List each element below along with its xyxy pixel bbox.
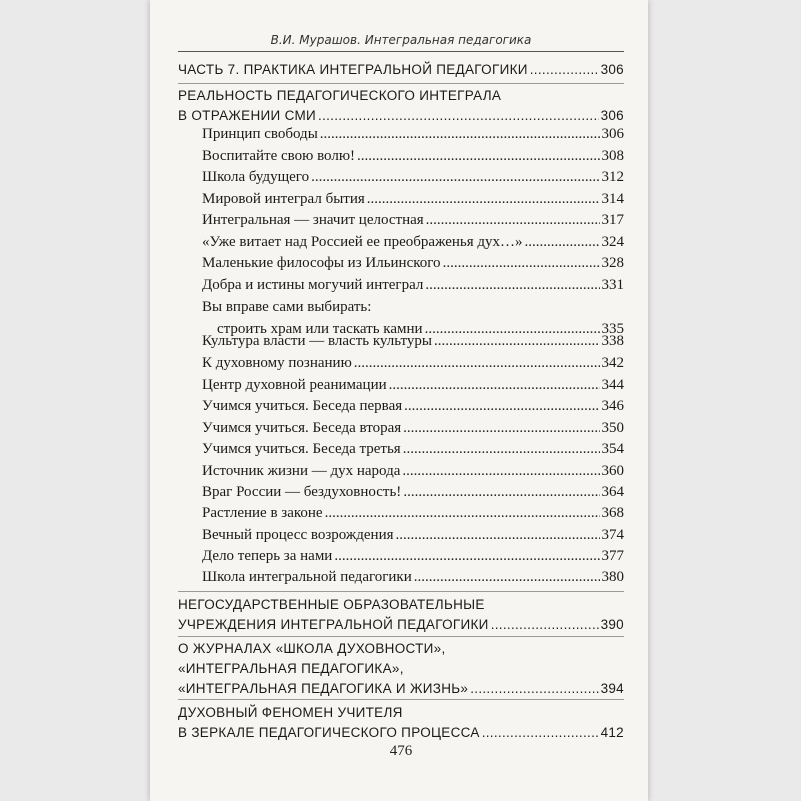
toc-entry bbox=[178, 482, 624, 502]
toc-entry-page: 306 bbox=[600, 108, 624, 123]
toc-entry bbox=[178, 503, 624, 523]
toc-entry-page: 338 bbox=[601, 333, 624, 349]
toc-entry-page: 314 bbox=[601, 191, 624, 207]
toc-entry bbox=[178, 703, 624, 743]
toc-entry-page: 317 bbox=[601, 212, 624, 228]
toc-entry-title: ДУХОВНЫЙ ФЕНОМЕН УЧИТЕЛЯ bbox=[178, 705, 403, 720]
toc-entry-title: Мировой интеграл бытия bbox=[202, 191, 365, 207]
toc-entry-title: ЧАСТЬ 7. ПРАКТИКА ИНТЕГРАЛЬНОЙ ПЕДАГОГИКИ bbox=[178, 62, 528, 77]
toc-entry bbox=[178, 275, 624, 295]
toc-entry bbox=[178, 253, 624, 273]
toc-entry-title: Принцип свободы bbox=[202, 126, 318, 142]
toc-separator bbox=[178, 83, 624, 84]
toc-entry-page: 377 bbox=[601, 548, 624, 564]
toc-entry bbox=[178, 60, 624, 80]
toc-entry-title: строить храм или таскать камни bbox=[217, 321, 423, 337]
toc-separator bbox=[178, 591, 624, 592]
toc-entry bbox=[178, 210, 624, 230]
toc-entry-title: В ЗЕРКАЛЕ ПЕДАГОГИЧЕСКОГО ПРОЦЕССА bbox=[178, 725, 480, 740]
toc-entry-page: 360 bbox=[601, 463, 624, 479]
toc-entry-title: К духовному познанию bbox=[202, 355, 352, 371]
toc-entry bbox=[178, 167, 624, 187]
toc-entry bbox=[178, 375, 624, 395]
toc-entry bbox=[178, 396, 624, 416]
toc-entry-page: 354 bbox=[601, 441, 624, 457]
toc-entry-title: Дело теперь за нами bbox=[202, 548, 333, 564]
toc-entry-page: 324 bbox=[601, 234, 624, 250]
toc-entry-title: РЕАЛЬНОСТЬ ПЕДАГОГИЧЕСКОГО ИНТЕГРАЛА bbox=[178, 88, 502, 103]
toc-entry-title: «Уже витает над Россией ее преображенья дух…» bbox=[202, 234, 523, 250]
toc-entry bbox=[178, 146, 624, 166]
toc-entry-page: 344 bbox=[601, 377, 624, 393]
toc-entry bbox=[178, 189, 624, 209]
toc-entry-page: 390 bbox=[600, 617, 624, 632]
toc-entry-page: 350 bbox=[601, 420, 624, 436]
toc-entry-title: Растление в законе bbox=[202, 505, 323, 521]
toc-entry-page: 328 bbox=[601, 255, 624, 271]
toc-entry-page: 306 bbox=[601, 126, 624, 142]
toc-separator bbox=[178, 699, 624, 700]
toc-entry-page: 364 bbox=[601, 484, 624, 500]
toc-entry-title: Вы вправе сами выбирать: bbox=[202, 299, 372, 315]
toc-entry-title: Центр духовной реанимации bbox=[202, 377, 387, 393]
toc-entry-title: Добра и истины могучий интеграл bbox=[202, 277, 424, 293]
toc-entry bbox=[178, 418, 624, 438]
toc-entry-page: 394 bbox=[600, 681, 624, 696]
toc-entry bbox=[178, 86, 624, 126]
toc-entry bbox=[178, 353, 624, 373]
toc-entry-title: «ИНТЕГРАЛЬНАЯ ПЕДАГОГИКА», bbox=[178, 661, 404, 676]
running-header: В.И. Мурашов. Интегральная педагогика bbox=[270, 33, 532, 47]
toc-entry-title: Интегральная — значит целостная bbox=[202, 212, 424, 228]
toc-entry-title: Маленькие философы из Ильинского bbox=[202, 255, 441, 271]
toc-entry-page: 380 bbox=[601, 569, 624, 585]
toc-entry-page: 312 bbox=[601, 169, 624, 185]
toc-entry-title: Учимся учиться. Беседа третья bbox=[202, 441, 401, 457]
toc-entry-page: 346 bbox=[601, 398, 624, 414]
toc-entry-title: Школа будущего bbox=[202, 169, 310, 185]
toc-entry-title: Учимся учиться. Беседа вторая bbox=[202, 420, 402, 436]
toc-entry-title: Вечный процесс возрождения bbox=[202, 527, 394, 543]
toc-entry bbox=[178, 232, 624, 252]
toc-entry bbox=[178, 439, 624, 459]
header-rule bbox=[178, 51, 624, 52]
toc-entry bbox=[178, 331, 624, 351]
toc-entry-title: О ЖУРНАЛАХ «ШКОЛА ДУХОВНОСТИ», bbox=[178, 641, 446, 656]
toc-entry-title: Воспитайте свою волю! bbox=[202, 148, 356, 164]
page-number: 476 bbox=[389, 743, 413, 759]
toc-entry bbox=[178, 595, 624, 635]
toc-entry-title: «ИНТЕГРАЛЬНАЯ ПЕДАГОГИКА И ЖИЗНЬ» bbox=[178, 681, 469, 696]
toc-entry-page: 342 bbox=[601, 355, 624, 371]
toc-entry-title: Источник жизни — дух народа bbox=[202, 463, 401, 479]
toc-entry-title: Учимся учиться. Беседа первая bbox=[202, 398, 403, 414]
toc-entry bbox=[178, 461, 624, 481]
toc-entry-page: 306 bbox=[600, 62, 624, 77]
toc-entry-page: 412 bbox=[600, 725, 624, 740]
toc-entry bbox=[178, 525, 624, 545]
toc-entry-title: Враг России — бездуховность! bbox=[202, 484, 402, 500]
toc-entry-title: Школа интегральной педагогики bbox=[202, 569, 412, 585]
toc-entry bbox=[178, 546, 624, 566]
toc-entry bbox=[178, 639, 624, 699]
toc-entry-title: Культура власти — власть культуры bbox=[202, 333, 432, 349]
toc-entry-title: НЕГОСУДАРСТВЕННЫЕ ОБРАЗОВАТЕЛЬНЫЕ bbox=[178, 597, 485, 612]
toc-entry-page: 374 bbox=[601, 527, 624, 543]
toc-separator bbox=[178, 636, 624, 637]
toc-entry-page: 335 bbox=[601, 321, 624, 337]
toc-entry bbox=[178, 567, 624, 587]
toc-entry-page: 368 bbox=[601, 505, 624, 521]
toc-entry bbox=[178, 124, 624, 144]
toc-entry-page: 308 bbox=[601, 148, 624, 164]
toc-entry-title: В ОТРАЖЕНИИ СМИ bbox=[178, 108, 317, 123]
toc-entry-page: 331 bbox=[601, 277, 624, 293]
toc-entry-title: УЧРЕЖДЕНИЯ ИНТЕГРАЛЬНОЙ ПЕДАГОГИКИ bbox=[178, 617, 489, 632]
